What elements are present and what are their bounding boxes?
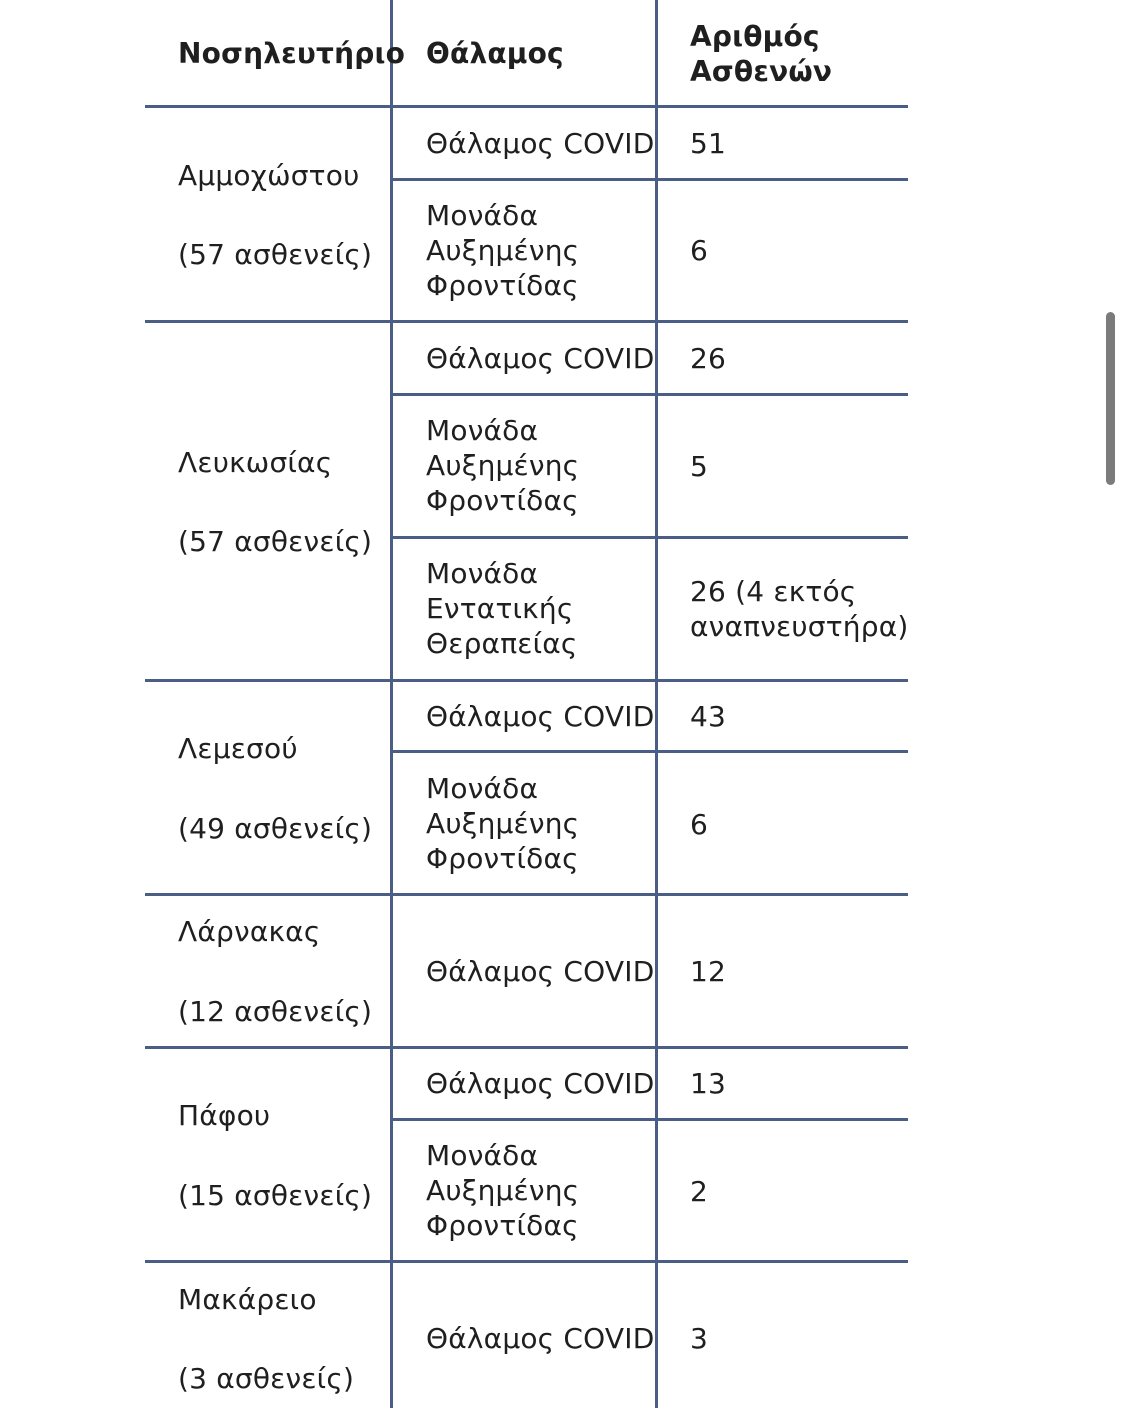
hospital-name: Λεμεσού	[178, 732, 298, 765]
hospital-total: (49 ασθενείς)	[178, 812, 373, 845]
hospital-total: (57 ασθενείς)	[178, 525, 373, 558]
patient-count: 12	[690, 955, 727, 988]
row-divider	[393, 536, 908, 539]
hospital-patients-table	[145, 0, 908, 1408]
row-divider	[393, 1118, 908, 1121]
header-ward: Θάλαμος	[426, 37, 564, 70]
patient-count: 3	[690, 1322, 709, 1355]
hospital-total: (3 ασθενείς)	[178, 1362, 355, 1395]
hospital-total: (15 ασθενείς)	[178, 1179, 373, 1212]
group-divider	[145, 679, 908, 682]
header-divider	[145, 105, 908, 108]
hospital-name: Πάφου	[178, 1099, 271, 1132]
ward-name: Μονάδα Αυξημένης Φροντίδας	[426, 772, 580, 875]
ward-name: Θάλαμος COVID	[426, 127, 655, 160]
ward-name: Μονάδα Εντατικής Θεραπείας	[426, 557, 578, 660]
group-divider	[145, 893, 908, 896]
ward-name: Θάλαμος COVID	[426, 700, 655, 733]
patient-count: 43	[690, 700, 727, 733]
hospital-total: (57 ασθενείς)	[178, 238, 373, 271]
ward-name: Μονάδα Αυξημένης Φροντίδας	[426, 199, 580, 302]
patient-count: 26 (4 εκτός αναπνευστήρα)	[690, 575, 909, 643]
patient-count: 26	[690, 342, 727, 375]
patient-count: 51	[690, 127, 727, 160]
column-divider-1	[390, 0, 393, 1408]
hospital-total: (12 ασθενείς)	[178, 995, 373, 1028]
patient-count: 13	[690, 1067, 727, 1100]
patient-count: 6	[690, 234, 709, 267]
hospital-name: Αμμοχώστου	[178, 159, 360, 192]
column-divider-2	[655, 0, 658, 1408]
group-divider	[145, 1046, 908, 1049]
hospital-name: Λευκωσίας	[178, 446, 333, 479]
row-divider	[393, 750, 908, 753]
hospital-name: Μακάρειο	[178, 1283, 317, 1316]
header-hospital: Νοσηλευτήριο	[178, 37, 406, 70]
ward-name: Μονάδα Αυξημένης Φροντίδας	[426, 1139, 580, 1242]
group-divider	[145, 1260, 908, 1263]
ward-name: Θάλαμος COVID	[426, 955, 655, 988]
vertical-scrollbar[interactable]	[1106, 312, 1115, 485]
row-divider	[393, 178, 908, 181]
group-divider	[145, 320, 908, 323]
hospital-name: Λάρνακας	[178, 915, 321, 948]
ward-name: Θάλαμος COVID	[426, 1322, 655, 1355]
ward-name: Θάλαμος COVID	[426, 1067, 655, 1100]
row-divider	[393, 393, 908, 396]
patient-count: 2	[690, 1175, 709, 1208]
ward-name: Μονάδα Αυξημένης Φροντίδας	[426, 414, 580, 517]
patient-count: 5	[690, 450, 709, 483]
patient-count: 6	[690, 808, 709, 841]
ward-name: Θάλαμος COVID	[426, 342, 655, 375]
header-patients: Αριθμός Ασθενών	[690, 20, 833, 88]
